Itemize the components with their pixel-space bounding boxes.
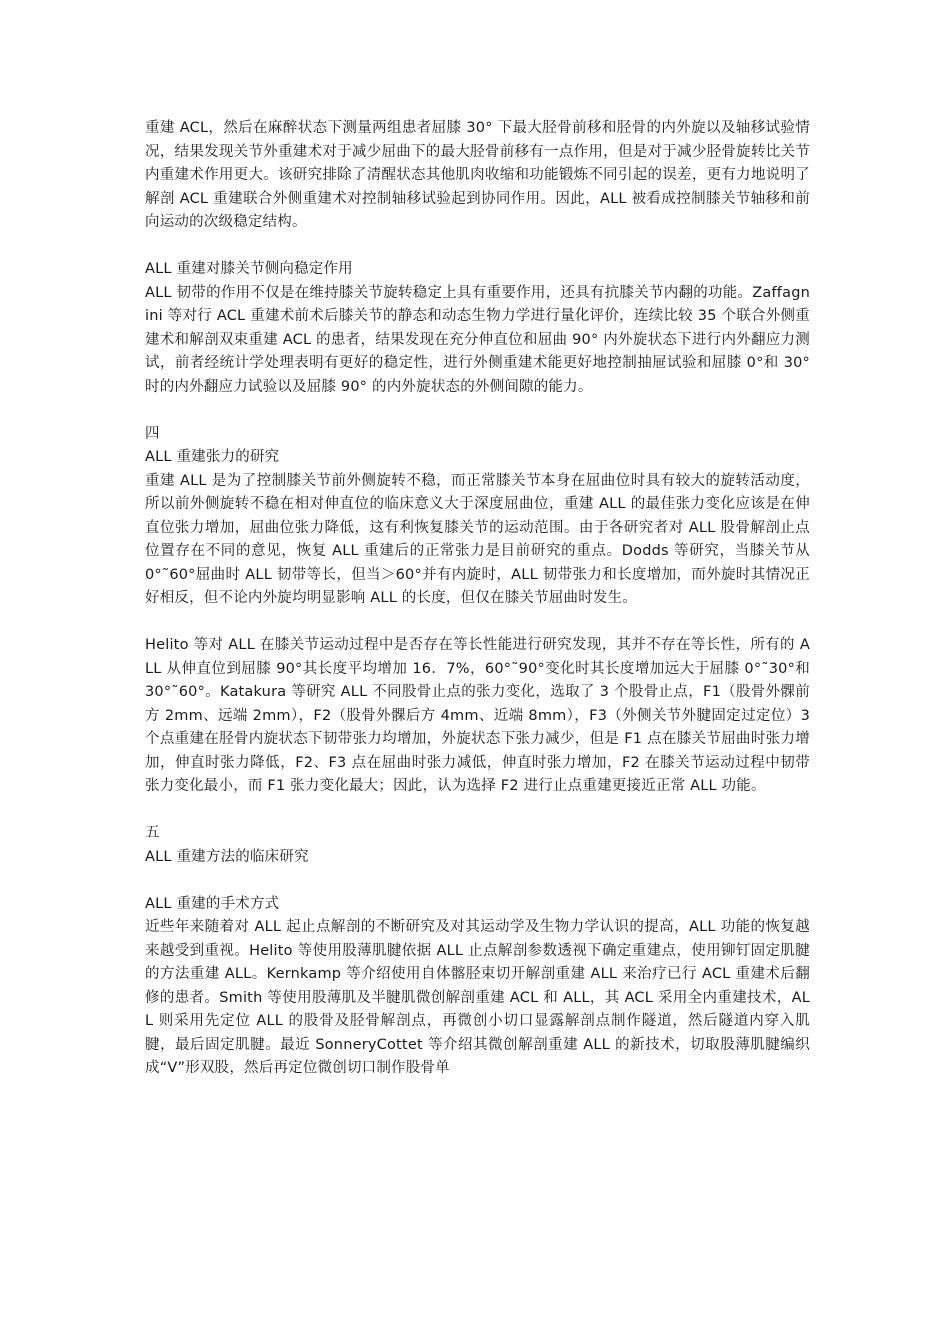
paragraph-helito-study: Helito 等对 ALL 在膝关节运动过程中是否存在等长性能进行研究发现，其并不存在等长性，所有的 ALL 从伸直位到屈膝 90°其长度平均增加 16．7%，60°˜90°变化时其长度增加远大于屈膝 0°˜30°和 30°˜60°。Katakura 等研究 ALL 不同股骨止点的张力变化，选取了 3 个股骨止点，F1（股骨外髁前方 2mm、远端 2mm），F2（股骨外髁后方 4mm、近端 8mm），F3（外侧关节外腱固定过定位）3 个点重建在胫骨内旋状态下韧带张力均增加，外旋状态下张力减少，但是 F1 点在膝关节屈曲时张力增加，伸直时张力降低，F2、F3 点在屈曲时张力减低，伸直时张力增加，F2 在膝关节运动过程中韧带张力变化最小，而 F1 张力变化最大；因此，认为选择 F2 进行止点重建更接近正常 ALL 功能。 [145,637,810,794]
heading-surgical-method: ALL 重建的手术方式 [145,895,280,912]
paragraph-surgical-method: 近些年来随着对 ALL 起止点解剖的不断研究及对其运动学及生物力学认识的提高，ALL 功能的恢复越来越受到重视。Helito 等使用股薄肌腱依据 ALL 止点解剖参数透视下确定重建点，使用铆钉固定肌腱的方法重建 ALL。Kernkamp 等介绍使用自体髂胫束切开解剖重建 ALL 来治疗已行 ACL 重建术后翻修的患者。Smith 等使用股薄肌及半腱肌微创解剖重建 ACL 和 ALL，其 ACL 采用全内重建技术，ALL 则采用先定位 ALL 的股骨及胫骨解剖点，再微创小切口显露解剖点制作隧道，然后隧道内穿入肌腱，最后固定肌腱。最近 SonneryCottet 等介绍其微创解剖重建 ALL 的新技术，切取股薄肌腱编织成“V”形双股，然后再定位微创切口制作股骨单 [145,919,810,1076]
paragraph-lateral-stability: ALL 韧带的作用不仅是在维持膝关节旋转稳定上具有重要作用，还具有抗膝关节内翻的功能。Zaffagnini 等对行 ACL 重建术前术后膝关节的静态和动态生物力学进行量化评价，连续比较 35 个联合外侧重建术和解剖双束重建 ACL 的患者，结果发现在充分伸直位和屈曲 90° 内外旋状态下进行内外翻应力测试，前者经统计学处理表明有更好的稳定性，进行外侧重建术能更好地控制抽屉试验和屈膝 0°和 30° 时的内外翻应力试验以及屈膝 90° 的内外旋状态的外侧间隙的能力。 [145,284,810,395]
paragraph-acl-reconstruction: 重建 ACL，然后在麻醉状态下测量两组患者屈膝 30° 下最大胫骨前移和胫骨的内外旋以及轴移试验情况，结果发现关节外重建术对于减少屈曲下的最大胫骨前移有一点作用，但是对于减少胫骨旋转比关节内重建术作用更大。该研究排除了清醒状态其他肌肉收缩和功能锻炼不同引起的误差，更有力地说明了解剖 ACL 重建联合外侧重建术对控制轴移试验起到协同作用。因此，ALL 被看成控制膝关节轴移和前向运动的次级稳定结构。 [145,120,810,230]
section-number-four: 四 [145,425,160,442]
heading-lateral-stability: ALL 重建对膝关节侧向稳定作用 [145,261,353,277]
section-number-five: 五 [145,825,160,841]
heading-tension-study: ALL 重建张力的研究 [145,449,280,465]
document-page [145,117,810,1081]
paragraph-tension-study: 重建 ALL 是为了控制膝关节前外侧旋转不稳，而正常膝关节本身在屈曲位时具有较大的旋转活动度，所以前外侧旋转不稳在相对伸直位的临床意义大于深度屈曲位，重建 ALL 的最佳张力变化应该是在伸直位张力增加，屈曲位张力降低，这有利恢复膝关节的运动范围。由于各研究者对 ALL 股骨解剖止点位置存在不同的意见，恢复 ALL 重建后的正常张力是目前研究的重点。Dodds 等研究，当膝关节从 0°˜60°屈曲时 ALL 韧带等长，但当＞60°并有内旋时，ALL 韧带张力和长度增加，而外旋时其情况正好相反，但不论内外旋均明显影响 ALL 的长度，但仅在膝关节屈曲时发生。 [145,472,810,606]
heading-clinical-research: ALL 重建方法的临床研究 [145,848,309,865]
